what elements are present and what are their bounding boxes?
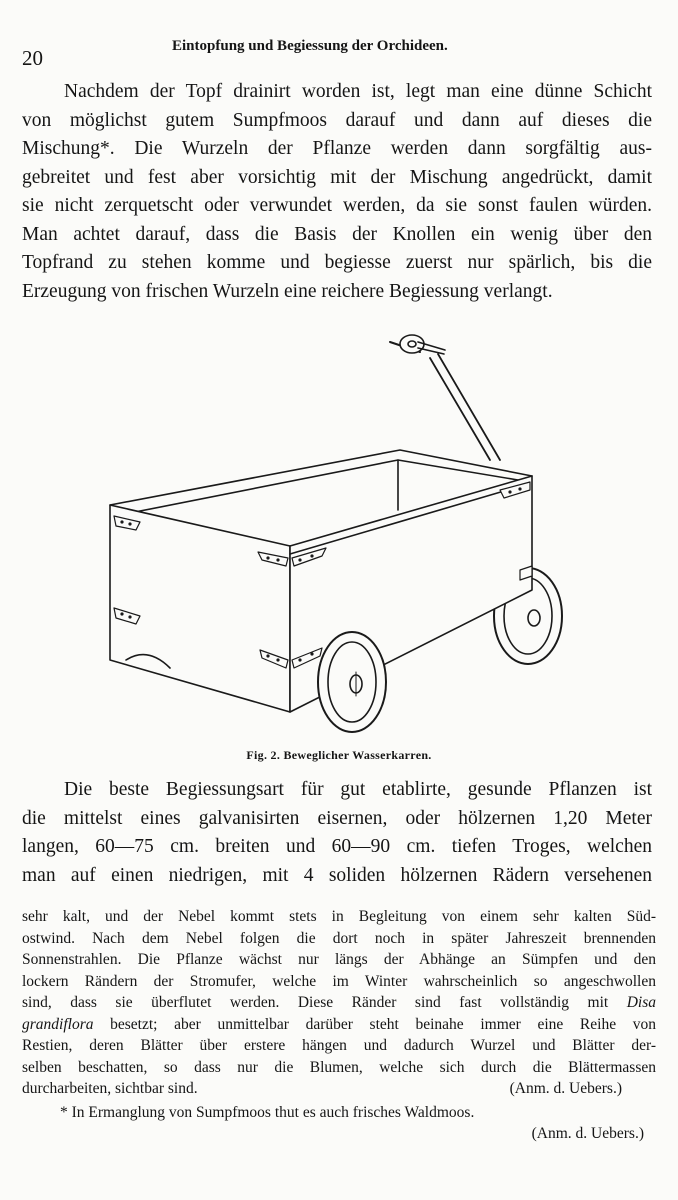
footnote-line: * In Ermanglung von Sumpfmoos thut es auch frisches Waldmoos. — [60, 1103, 475, 1121]
translator-note-signature: (Anm. d. Uebers.) — [509, 1080, 622, 1097]
footnote-last-line — [22, 1078, 656, 1100]
footnote-line: ostwind. Nach dem Nebel folgen die dort noch in später Jahreszeit brennenden — [22, 929, 656, 947]
text-line: Topfrand zu stehen komme und begiesse zuerst nur spärlich, bis die — [22, 252, 652, 273]
text-line: Mischung*. Die Wurzeln der Pflanze werden dann sorgfältig aus- — [22, 138, 652, 159]
footnote-line: Sonnenstrahlen. Die Pflanze wächst nur längs der Abhänge an Sümpfen und den — [22, 951, 656, 968]
wagon-illustration — [100, 320, 600, 740]
page-header — [22, 36, 656, 70]
text-line: Nachdem der Topf drainirt worden ist, legt man eine dünne Schicht — [64, 81, 652, 102]
text-line: langen, 60—75 cm. breiten und 60—90 cm. tiefen Troges, welchen — [22, 836, 652, 857]
footnote-line: Restien, deren Blätter über erstere hängen und dadurch Wurzel und Blätter der- — [22, 1037, 656, 1054]
footnote-continued — [22, 906, 656, 1100]
body-paragraph-2 — [22, 776, 652, 890]
footnote-line: grandiflora besetzt; aber unmittelbar darüber steht beinahe immer eine Reihe von — [22, 1015, 656, 1033]
footnote-asterisk — [22, 1102, 656, 1145]
text-line: Die beste Begiessungsart für gut etablirte, gesunde Pflanzen ist — [64, 779, 652, 800]
text-line: man auf einen niedrigen, mit 4 soliden hölzernen Rädern versehenen — [22, 864, 652, 886]
running-head: Eintopfung und Begiessung der Orchideen. — [172, 38, 448, 54]
text-line: von möglichst gutem Sumpfmoos darauf und dann auf dieses die — [22, 109, 652, 131]
translator-note-signature: (Anm. d. Uebers.) — [531, 1125, 644, 1142]
footnote-line: durcharbeiten, sichtbar sind. — [22, 1080, 198, 1097]
text-line: gebreitet und fest aber vorsichtig mit der Mischung angedrückt, damit — [22, 166, 652, 188]
footnote-line: sind, dass sie überflutet werden. Diese Ränder sind fast vollständig mit Disa — [22, 994, 656, 1011]
footnote-line: sehr kalt, und der Nebel kommt stets in Begleitung von einem sehr kalten Süd- — [22, 908, 656, 925]
text-line: Erzeugung von frischen Wurzeln eine reichere Begiessung verlangt. — [22, 280, 553, 302]
footnote-line: lockern Rändern der Stromufer, welche im Winter wahrscheinlich so angeschwollen — [22, 972, 656, 990]
text-line: die mittelst eines galvanisirten eisernen, oder hölzernen 1,20 Meter — [22, 807, 652, 829]
page-number: 20 — [22, 46, 43, 70]
text-line: sie nicht zerquetscht oder verwundet werden, da sie sonst faulen würden. — [22, 195, 652, 216]
body-paragraph-1 — [22, 78, 652, 306]
footnotes — [22, 906, 656, 1145]
text-line: Man achtet darauf, dass die Basis der Knollen ein wenig über den — [22, 223, 652, 245]
footnote-line: selben beschatten, so dass nur die Blumen, welche sich durch die Blättermassen — [22, 1058, 656, 1076]
figure-caption: Fig. 2. Beweglicher Wasserkarren. — [246, 748, 432, 762]
